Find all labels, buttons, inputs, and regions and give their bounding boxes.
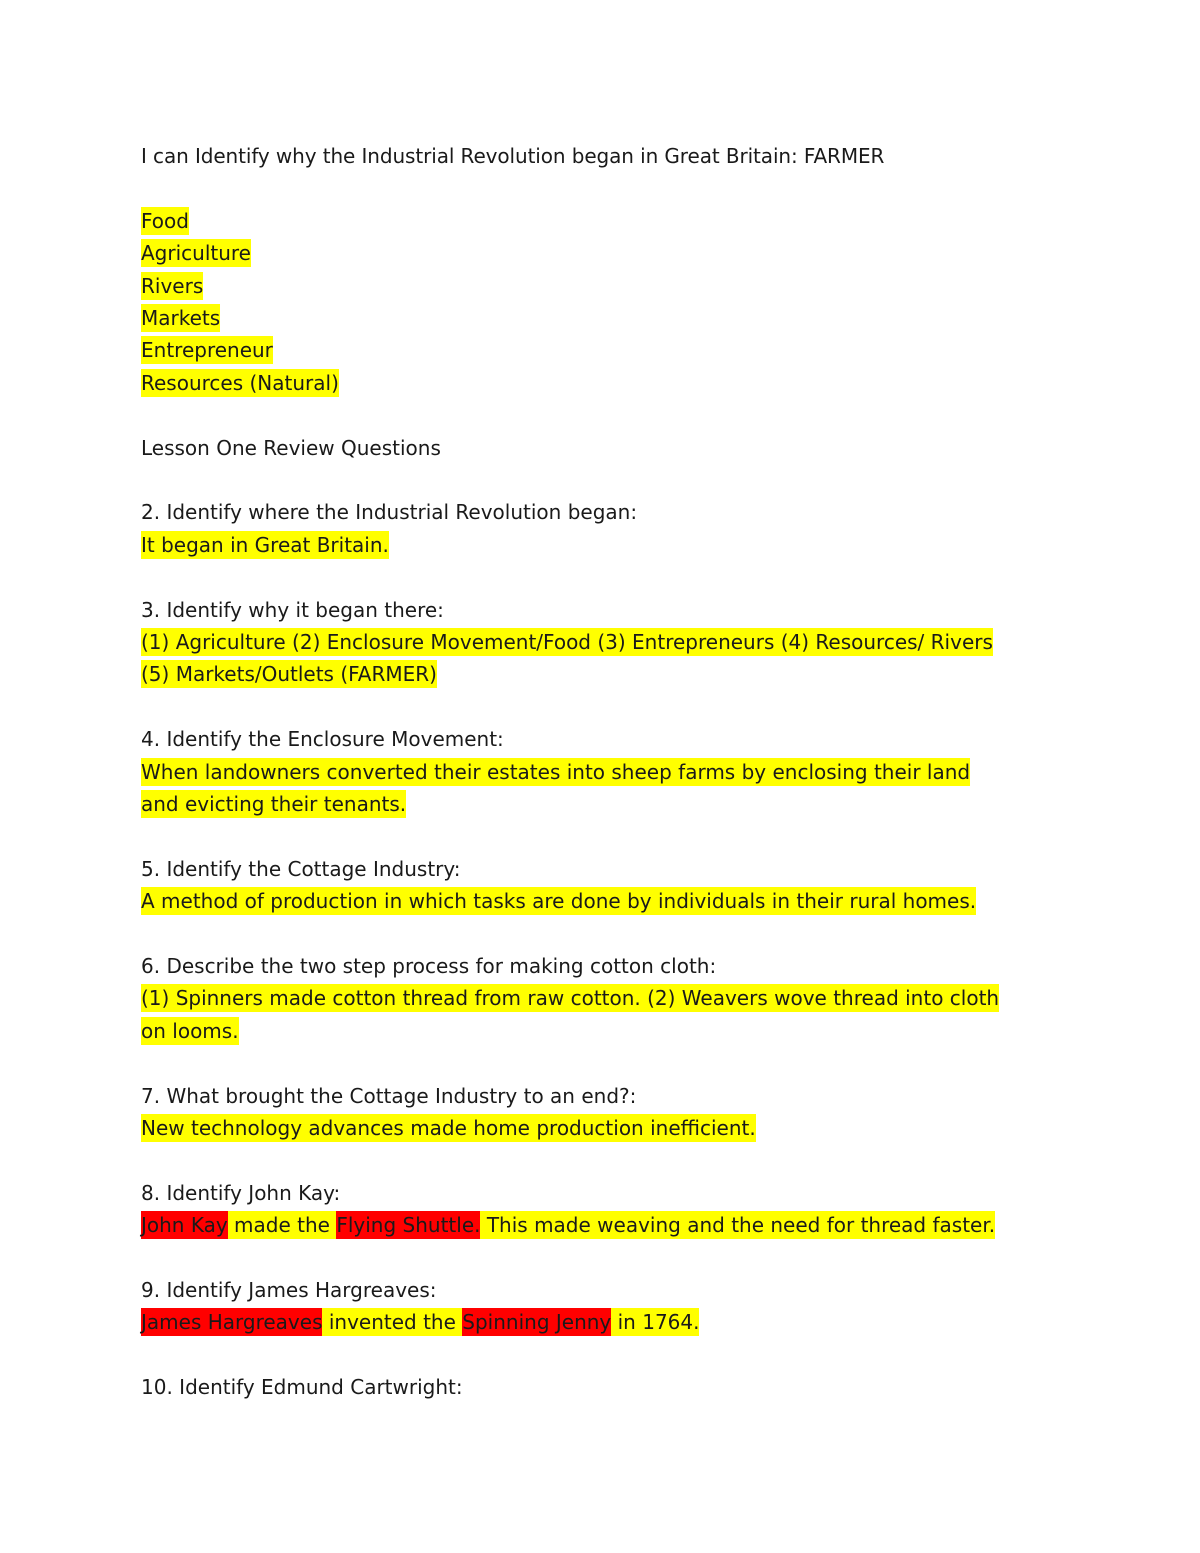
- answer-text: This made weaving and the need for thread faster.: [480, 1213, 996, 1238]
- answer-text: on looms.: [141, 1018, 239, 1043]
- spacer: [141, 464, 1071, 496]
- farmer-item-markets: [141, 302, 1071, 334]
- farmer-item-text: Agriculture: [141, 241, 251, 266]
- farmer-item-text: Rivers: [141, 273, 204, 298]
- answer-2: [141, 529, 1071, 561]
- farmer-item-agriculture: [141, 237, 1071, 269]
- spacer: [141, 399, 1071, 431]
- question-3: 3. Identify why it began there:: [141, 597, 444, 622]
- answer-text: A method of production in which tasks are done by individuals in their rural homes.: [141, 889, 977, 914]
- answer-3-line-1: [141, 626, 1071, 658]
- spacer: [141, 172, 1071, 204]
- spacer: [141, 820, 1071, 852]
- answer-text: It began in Great Britain.: [141, 532, 389, 557]
- question-7: 7. What brought the Cottage Industry to an end?:: [141, 1083, 637, 1108]
- question-9: 9. Identify James Hargreaves:: [141, 1278, 437, 1303]
- answer-7: [141, 1112, 1071, 1144]
- spacer: [141, 691, 1071, 723]
- section-title: Lesson One Review Questions: [141, 435, 441, 460]
- spacer: [141, 1242, 1071, 1274]
- answer-5: [141, 885, 1071, 917]
- answer-6-line-1: [141, 982, 1071, 1014]
- spacer: [141, 1339, 1071, 1371]
- answer-key-term: Spinning Jenny: [462, 1310, 612, 1335]
- answer-key-term: James Hargreaves: [141, 1310, 323, 1335]
- answer-text: New technology advances made home production inefficient.: [141, 1116, 756, 1141]
- question-8: 8. Identify John Kay:: [141, 1180, 341, 1205]
- answer-6-line-2: [141, 1015, 1071, 1047]
- answer-text: made the: [227, 1213, 337, 1238]
- answer-3-line-2: [141, 658, 1071, 690]
- answer-key-term: John Kay: [141, 1213, 228, 1238]
- question-5: 5. Identify the Cottage Industry:: [141, 856, 461, 881]
- farmer-item-entrepreneur: [141, 334, 1071, 366]
- answer-9: [141, 1306, 1071, 1338]
- farmer-item-rivers: [141, 270, 1071, 302]
- answer-text: and evicting their tenants.: [141, 792, 407, 817]
- question-6: 6. Describe the two step process for making cotton cloth:: [141, 954, 717, 979]
- farmer-item-text: Markets: [141, 306, 221, 331]
- answer-text: When landowners converted their estates into sheep farms by enclosing their land: [141, 759, 971, 784]
- farmer-item-text: Resources (Natural): [141, 370, 339, 395]
- answer-4-line-2: [141, 788, 1071, 820]
- farmer-item-resources: [141, 367, 1071, 399]
- farmer-item-food: [141, 205, 1071, 237]
- answer-4-line-1: [141, 756, 1071, 788]
- answer-key-term: Flying Shuttle.: [336, 1213, 481, 1238]
- answer-text: (1) Spinners made cotton thread from raw cotton. (2) Weavers wove thread into cloth: [141, 986, 1000, 1011]
- page-heading: I can Identify why the Industrial Revolution began in Great Britain: FARMER: [141, 144, 885, 168]
- answer-text: (1) Agriculture (2) Enclosure Movement/Food (3) Entrepreneurs (4) Resources/ Rivers: [141, 630, 993, 655]
- spacer: [141, 1144, 1071, 1176]
- answer-text: invented the: [322, 1310, 463, 1335]
- farmer-item-text: Food: [141, 208, 189, 233]
- question-10: 10. Identify Edmund Cartwright:: [141, 1375, 463, 1400]
- answer-text: (5) Markets/Outlets (FARMER): [141, 662, 437, 687]
- answer-text: in 1764.: [611, 1310, 700, 1335]
- spacer: [141, 1047, 1071, 1079]
- farmer-item-text: Entrepreneur: [141, 338, 273, 363]
- question-4: 4. Identify the Enclosure Movement:: [141, 727, 504, 752]
- answer-8: [141, 1209, 1071, 1241]
- spacer: [141, 561, 1071, 593]
- document-page: [141, 140, 1071, 1404]
- spacer: [141, 918, 1071, 950]
- question-2: 2. Identify where the Industrial Revolution began:: [141, 500, 638, 525]
